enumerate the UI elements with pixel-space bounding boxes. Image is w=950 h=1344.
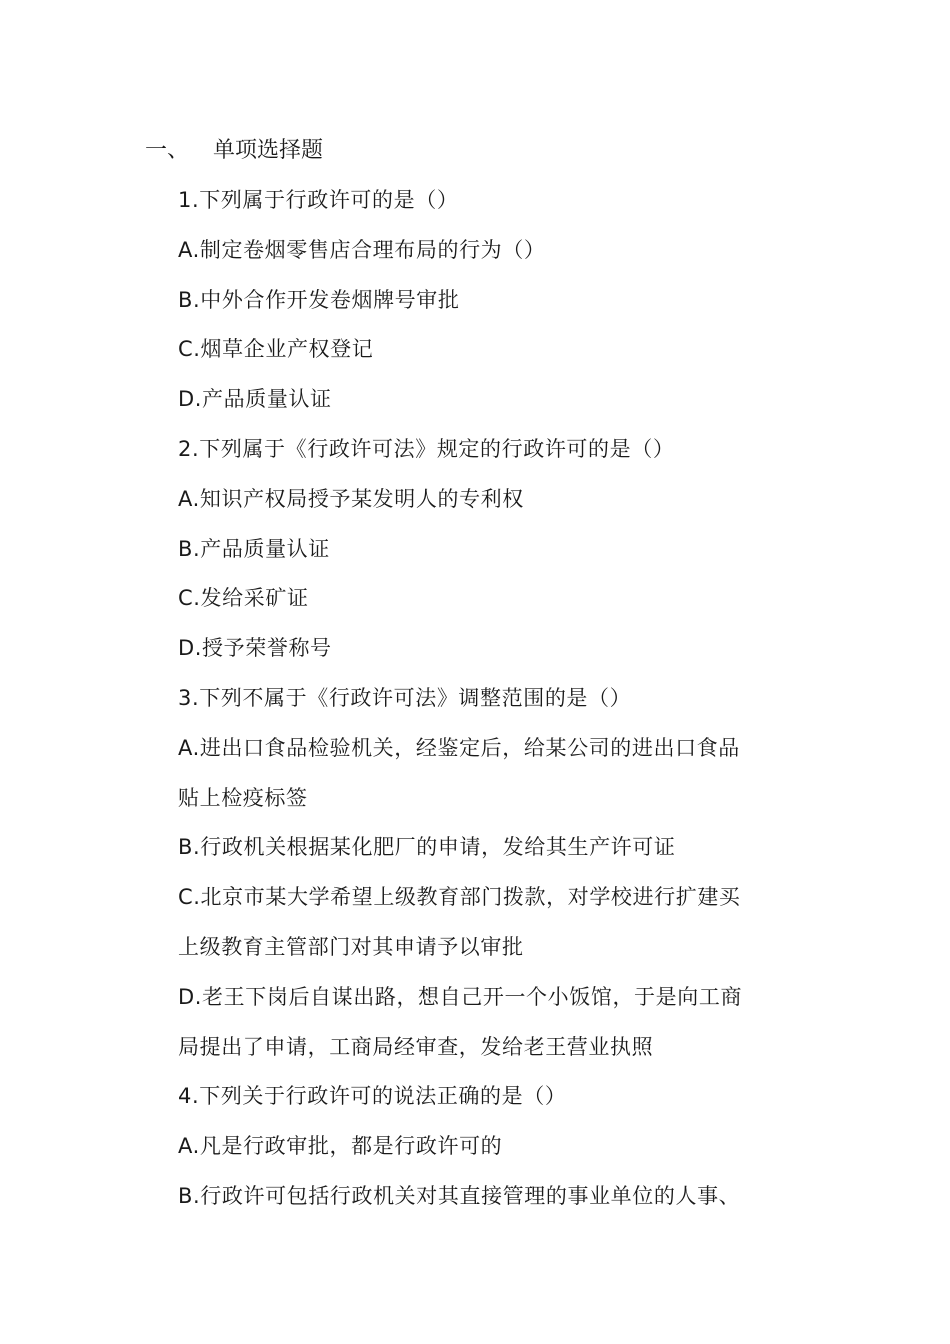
question-3-stem: 3.下列不属于《行政许可法》调整范围的是（）: [178, 685, 632, 710]
question-3-option-d-continued: 局提出了申请，工商局经审查，发给老王营业执照: [178, 1034, 654, 1059]
section-heading: [145, 134, 323, 168]
question-4-stem: 4.下列关于行政许可的说法正确的是（）: [178, 1084, 567, 1109]
question-3-option-a: A.进出口食品检验机关，经鉴定后，给某公司的进出口食品: [178, 735, 740, 760]
question-4-option-a: A.凡是行政审批，都是行政许可的: [178, 1134, 503, 1159]
question-2-stem: 2.下列属于《行政许可法》规定的行政许可的是（）: [178, 436, 675, 461]
question-3-option-d: D.老王下岗后自谋出路，想自己开一个小饭馆，于是向工商: [178, 984, 743, 1009]
question-2-option-c: C.发给采矿证: [178, 586, 309, 611]
question-1-stem: 1.下列属于行政许可的是（）: [178, 188, 459, 212]
question-1-option-c: C.烟草企业产权登记: [178, 337, 374, 362]
question-list: [178, 183, 818, 1229]
question-1-option-d: D.产品质量认证: [178, 387, 332, 412]
question-2-option-d: D.授予荣誉称号: [178, 636, 332, 661]
question-4-option-b: B.行政许可包括行政机关对其直接管理的事业单位的人事、: [178, 1183, 741, 1208]
question-3-option-b: B.行政机关根据某化肥厂的申请，发给其生产许可证: [178, 835, 676, 860]
question-3-option-a-continued: 贴上检疫标签: [178, 785, 308, 810]
question-3-option-c: C.北京市某大学希望上级教育部门拨款，对学校进行扩建买: [178, 885, 741, 910]
section-number: 一、: [145, 138, 190, 163]
section-title: 单项选择题: [213, 138, 324, 163]
question-1-option-a: A.制定卷烟零售店合理布局的行为（）: [178, 237, 546, 262]
question-3-option-c-continued: 上级教育主管部门对其申请予以审批: [178, 934, 524, 959]
question-2-option-a: A.知识产权局授予某发明人的专利权: [178, 486, 524, 511]
question-1-option-b: B.中外合作开发卷烟牌号审批: [178, 287, 460, 312]
question-2-option-b: B.产品质量认证: [178, 536, 330, 561]
